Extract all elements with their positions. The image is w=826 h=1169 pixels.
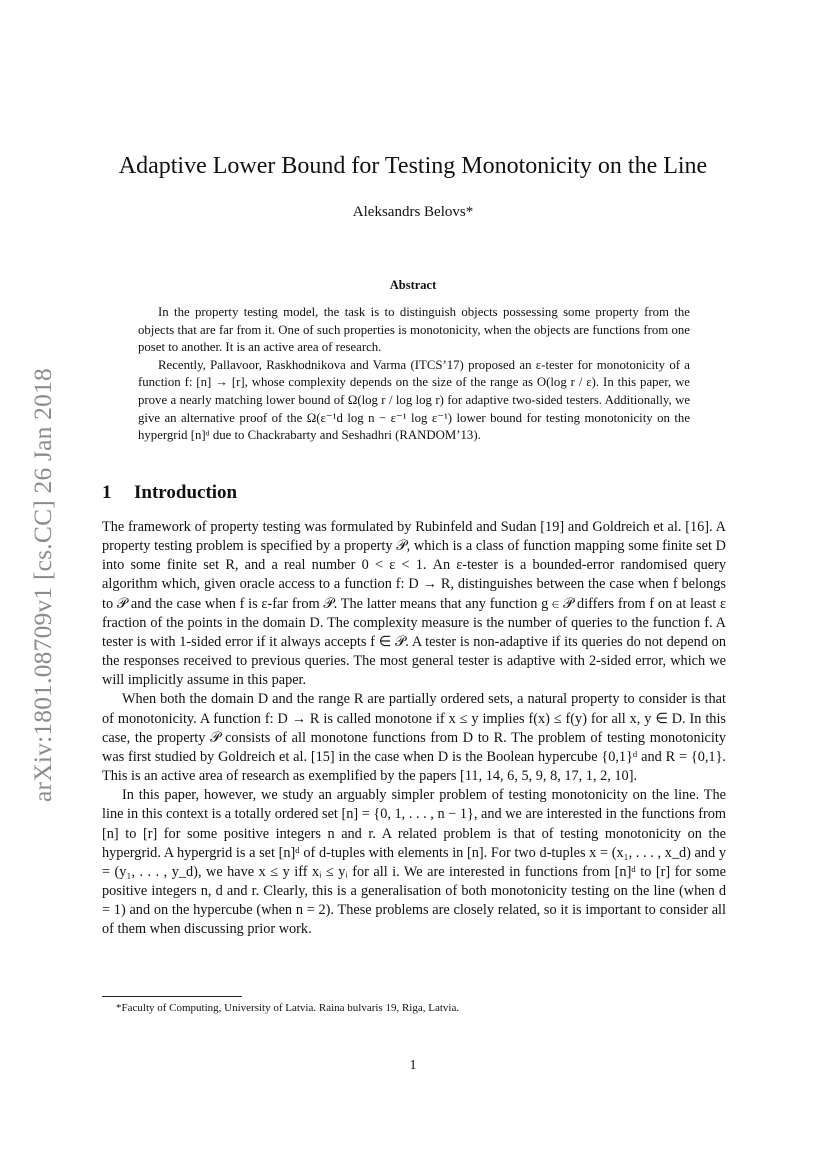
section-number: 1 xyxy=(102,482,112,503)
section-body xyxy=(102,518,726,939)
page-number: 1 xyxy=(409,1058,417,1073)
arxiv-identifier-stamp xyxy=(18,340,68,830)
body-paragraph: When both the domain D and the range R are partially ordered sets, a natural property to consider is that of monotonicity. A function f: D → R is called monotone if x ≤ y implies f(x) ≤ f(y) for all x, y ∈ D. In this case, the property 𝒫 consists of all monotone functions from D to R. The problem of testing monotonicity was first studied by Goldreich et al. [15] in the case when D is the Boolean hypercube {0,1}ᵈ and R = {0,1}. This is an active area of research as exemplified by the papers [11, 14, 6, 5, 9, 8, 17, 1, 2, 10]. xyxy=(102,691,726,785)
abstract-paragraph: In the property testing model, the task is to distinguish objects possessing some property from the objects that are far from it. One of such properties is monotonicity, when the objects are functions from one poset to another. It is an active area of research. xyxy=(138,305,690,355)
footnote: *Faculty of Computing, University of Latvia. Raina bulvaris 19, Riga, Latvia. xyxy=(116,1002,460,1014)
paper-title: Adaptive Lower Bound for Testing Monotonicity on the Line xyxy=(118,153,708,179)
section-heading xyxy=(102,482,237,504)
arxiv-identifier-text: arXiv:1801.08709v1 [cs.CC] 26 Jan 2018 xyxy=(28,368,57,802)
section-title: Introduction xyxy=(134,482,238,503)
abstract-heading: Abstract xyxy=(389,278,437,292)
abstract-paragraph: Recently, Pallavoor, Raskhodnikova and Varma (ITCS’17) proposed an ε-tester for monotonicity of a function f: [n] → [r], whose complexity depends on the size of the range as O(log r / ε). In this paper, we prove a nearly matching lower bound of Ω(log r / log log r) for adaptive two-sided testers. Additionally, we give an alternative proof of the Ω(ε⁻¹d log n − ε⁻¹ log ε⁻¹) lower bound for testing monotonicity on the hypergrid [n]ᵈ due to Chackrabarty and Seshadhri (RANDOM’13). xyxy=(138,357,690,443)
abstract-body xyxy=(138,304,690,445)
footnote-divider xyxy=(102,996,242,997)
body-paragraph: In this paper, however, we study an arguably simpler problem of testing monotonicity on the line. The line in this context is a totally ordered set [n] = {0, 1, . . . , n − 1}, and we are interested in the functions from [n] to [r] for some positive integers n and r. A related problem is that of testing monotonicity on the hypergrid. A hypergrid is a set [n]ᵈ of d-tuples with elements in [n]. For two d-tuples x = (x₁, . . . , x_d) and y = (y₁, . . . , y_d), we have x ≤ y iff xᵢ ≤ yᵢ for all i. We are interested in functions from [n]ᵈ to [r] for some positive integers n, d and r. Clearly, this is a generalisation of both monotonicity testing on the line (when d = 1) and on the hypercube (when n = 2). These problems are closely related, so it is important to consider all of them when discussing prior work. xyxy=(102,787,726,938)
author-name: Aleksandrs Belovs* xyxy=(352,204,474,220)
body-paragraph: The framework of property testing was formulated by Rubinfeld and Sudan [19] and Goldreich et al. [16]. A property testing problem is specified by a property 𝒫, which is a class of function mapping some finite set D into some finite set R, and a real number 0 < ε < 1. An ε-tester is a bounded-error randomised query algorithm which, given oracle access to a function f: D → R, distinguishes between the case when f belongs to 𝒫 and the case when f is ε-far from 𝒫. The latter means that any function g ∈ 𝒫 differs from f on at least ε fraction of the points in the domain D. The complexity measure is the number of queries to the function f. A tester is with 1-sided error if it always accepts f ∈ 𝒫. A tester is non-adaptive if its queries do not depend on the responses received to previous queries. The most general tester is adaptive with 2-sided error, which we will implicitly assume in this paper. xyxy=(102,519,726,689)
